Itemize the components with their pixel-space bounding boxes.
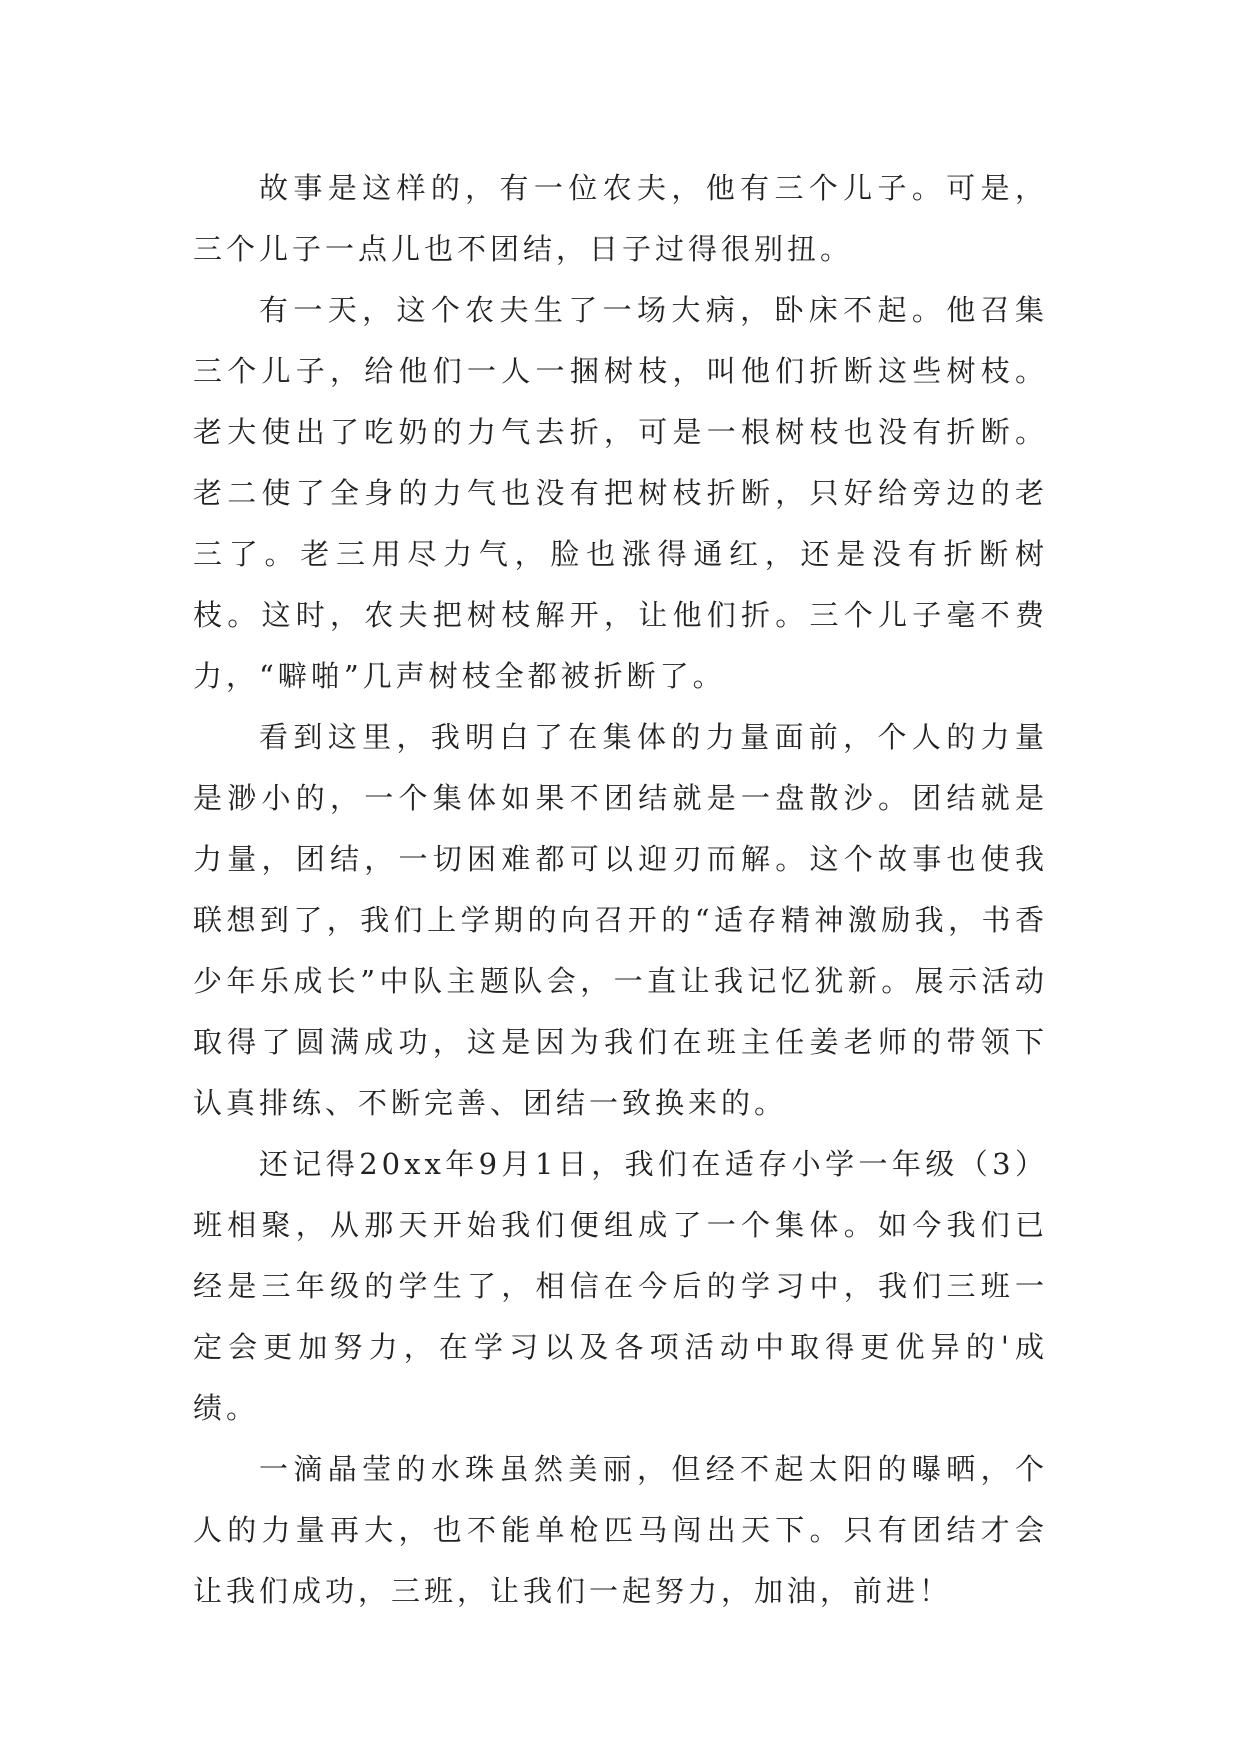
- document-body: [193, 158, 1048, 1622]
- paragraph: 看到这里，我明白了在集体的力量面前，个人的力量是渺小的，一个集体如果不团结就是一盘散沙。团结就是力量，团结，一切困难都可以迎刃而解。这个故事也使我联想到了，我们上学期的向召开的“适存精神激励我，书香少年乐成长”中队主题队会，一直让我记忆犹新。展示活动取得了圆满成功，这是因为我们在班主任姜老师的带领下认真排练、不断完善、团结一致换来的。: [193, 720, 1048, 1120]
- paragraph: 有一天，这个农夫生了一场大病，卧床不起。他召集三个儿子，给他们一人一捆树枝，叫他们折断这些树枝。老大使出了吃奶的力气去折，可是一根树枝也没有折断。老二使了全身的力气也没有把树枝折断，只好给旁边的老三了。老三用尽力气，脸也涨得通红，还是没有折断树枝。这时，农夫把树枝解开，让他们折。三个儿子毫不费力，“噼啪”几声树枝全都被折断了。: [193, 293, 1048, 693]
- paragraph: 故事是这样的，有一位农夫，他有三个儿子。可是，三个儿子一点儿也不团结，日子过得很别扭。: [193, 171, 1048, 266]
- paragraph: 一滴晶莹的水珠虽然美丽，但经不起太阳的曝晒，个人的力量再大，也不能单枪匹马闯出天下。只有团结才会让我们成功，三班，让我们一起努力，加油，前进！: [193, 1452, 1048, 1608]
- paragraph: 还记得20xx年9月1日，我们在适存小学一年级（3）班相聚，从那天开始我们便组成了一个集体。如今我们已经是三年级的学生了，相信在今后的学习中，我们三班一定会更加努力，在学习以及各项活动中取得更优异的'成绩。: [193, 1147, 1048, 1425]
